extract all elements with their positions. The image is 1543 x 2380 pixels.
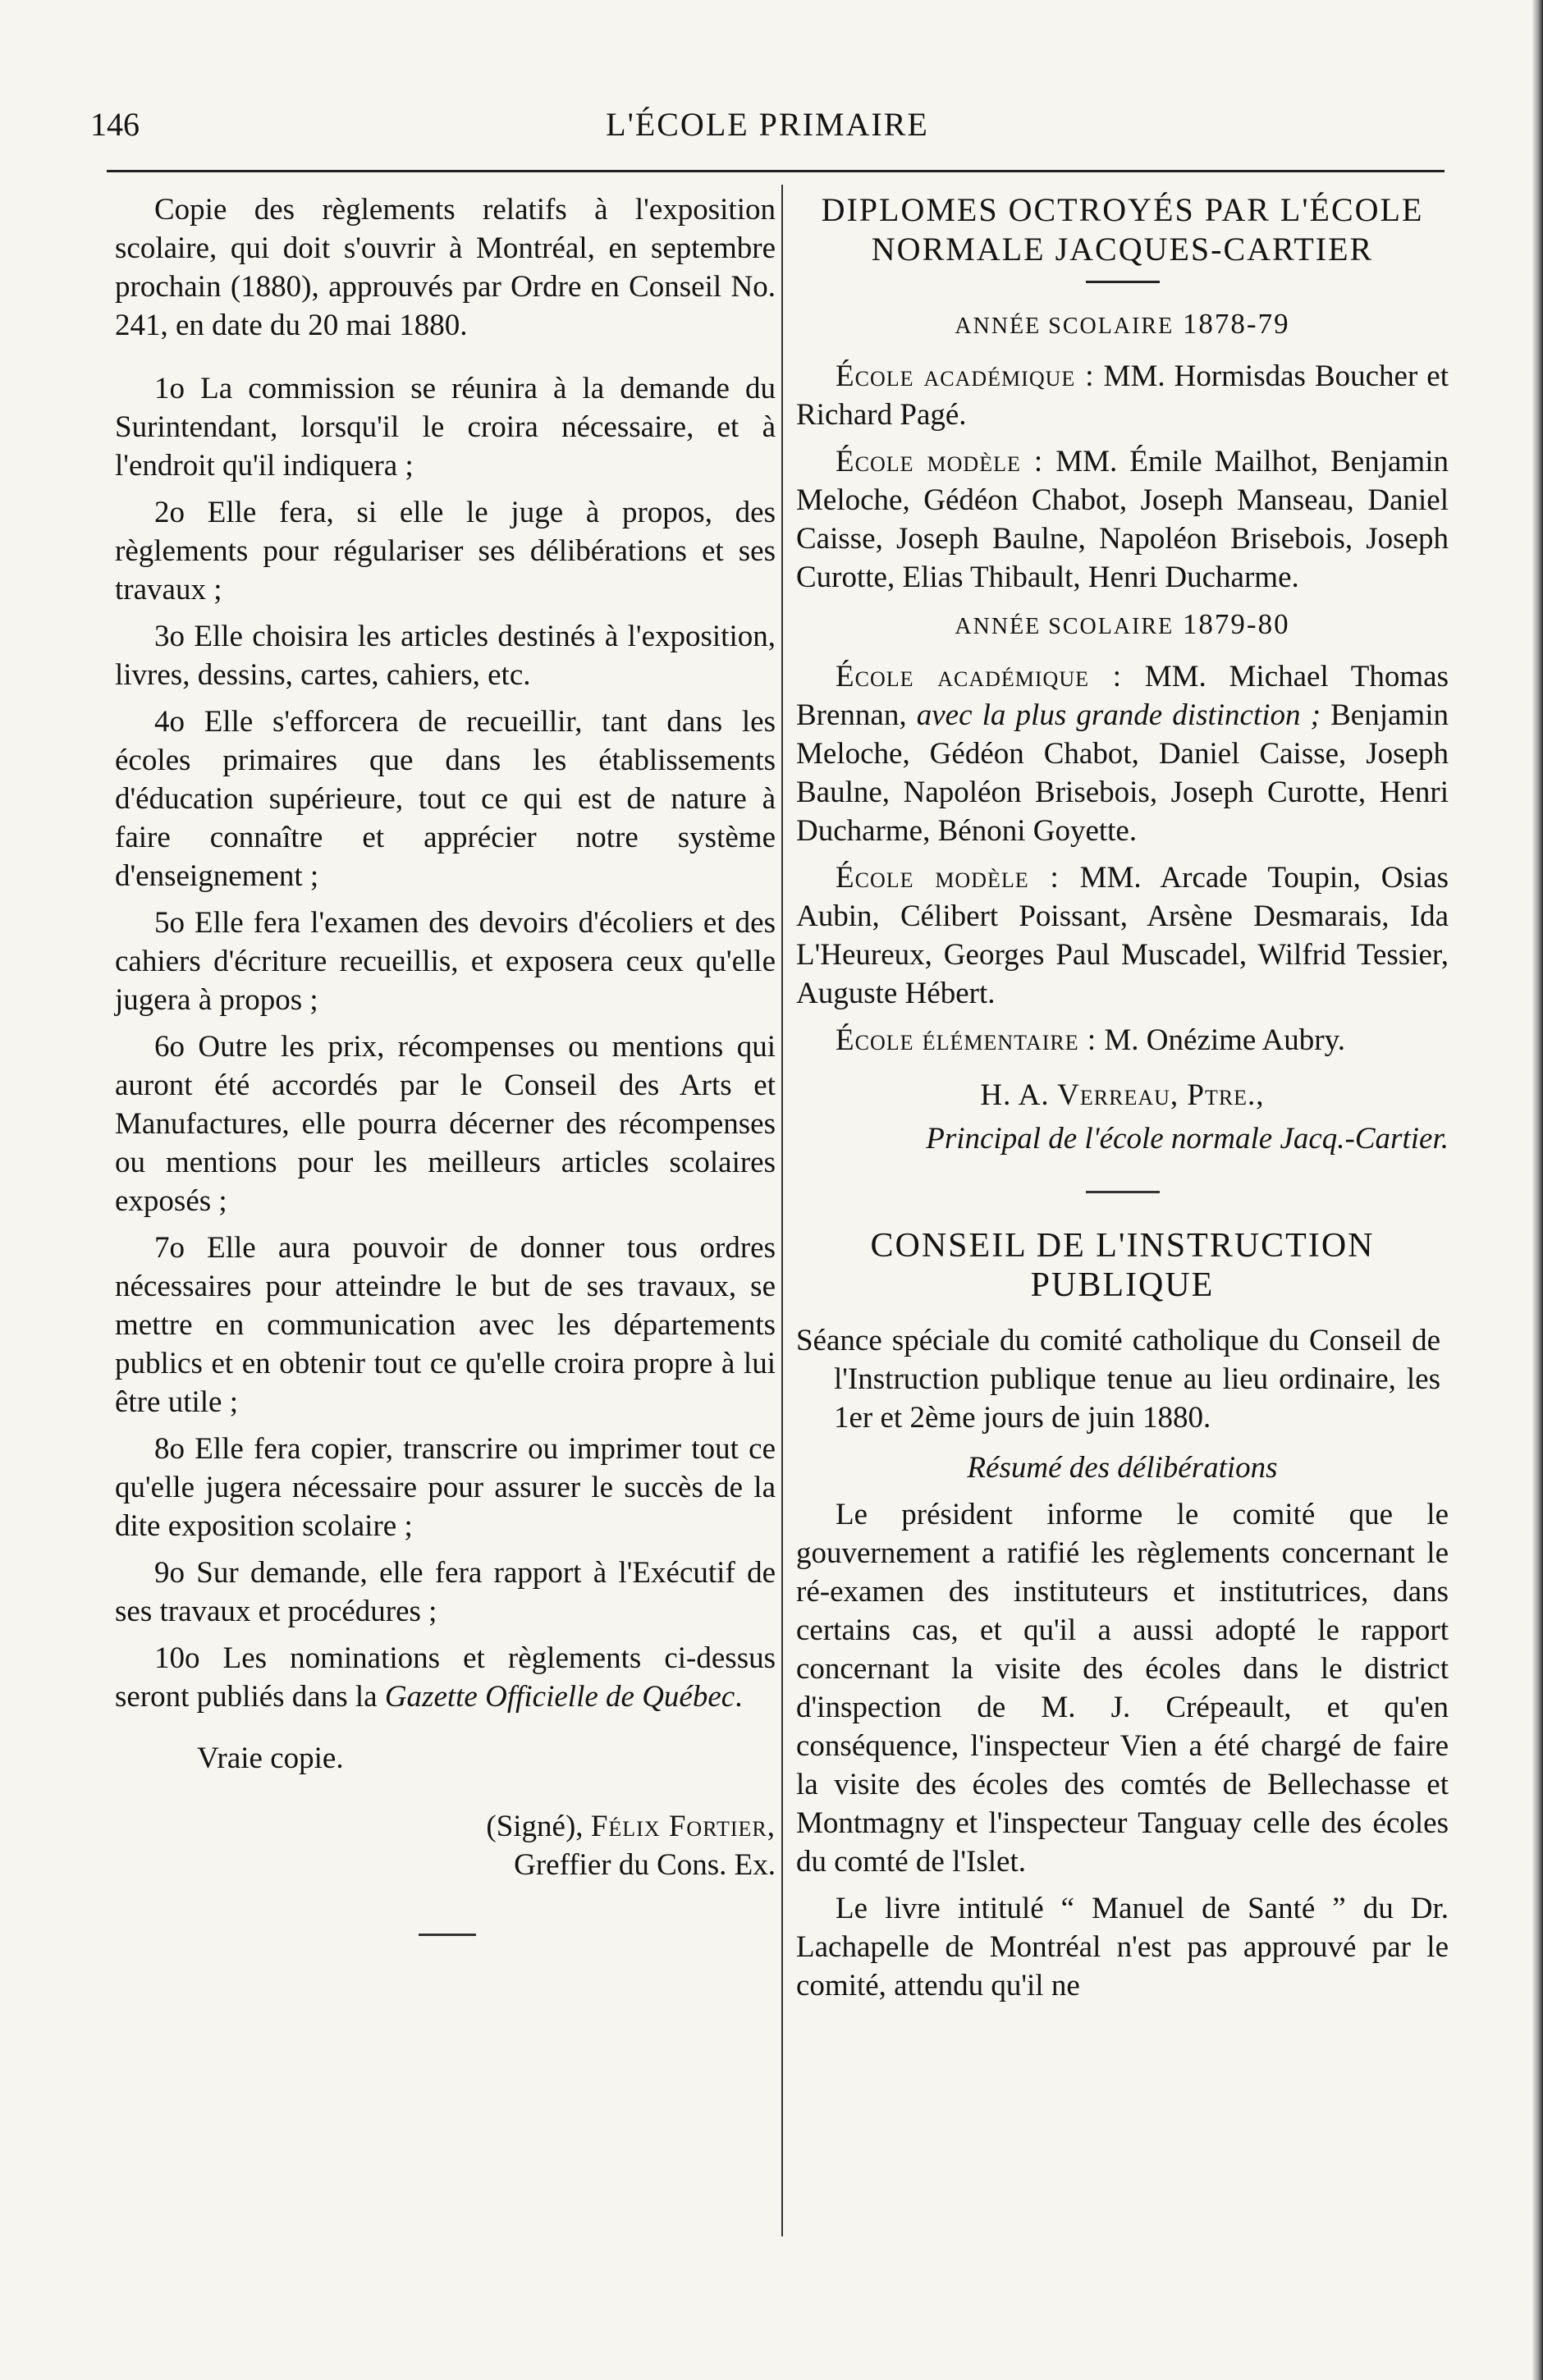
- council-heading: CONSEIL DE L'INSTRUCTION PUBLIQUE: [870, 1227, 1375, 1304]
- principal-signature: H. A. Verreau, Ptre.,: [980, 1078, 1265, 1112]
- vraie-copie: Vraie copie.: [197, 1742, 344, 1775]
- regulation-item: 9o Sur demande, elle fera rapport à l'Exécutif de ses travaux et procédures ;: [115, 1556, 776, 1628]
- heading-rule: [1086, 281, 1160, 283]
- item10-text: 10o Les nominations et règlements ci-dessus seront publiés dans la: [115, 1641, 776, 1714]
- regulation-item: 5o Elle fera l'examen des devoirs d'écoliers et des cahiers d'écriture recueillis, et exposera ceux qu'elle jugera à propos ;: [115, 906, 776, 1017]
- distinction-note: avec la plus grande distinction ;: [916, 698, 1321, 732]
- school-type-label: École académique :: [836, 359, 1095, 393]
- year-value: 1879-80: [1182, 608, 1290, 640]
- item10-end: .: [735, 1680, 743, 1714]
- regulation-item: 6o Outre les prix, récompenses ou mentions qui auront été accordés par le Conseil des Arts et Manufactures, elle pourra décerner des récompenses ou mentions pour les meilleurs articles scolaires exposés ;: [115, 1030, 776, 1218]
- school-type-label: École élémentaire :: [836, 1023, 1097, 1057]
- principal-title: Principal de l'école normale Jacq.-Cartier.: [926, 1122, 1449, 1156]
- regulation-item: 3o Elle choisira les articles destinés à l'exposition, livres, dessins, cartes, cahiers, etc.: [115, 620, 776, 692]
- recipient-names: MM. Michael Thomas Brennan,: [796, 660, 1449, 732]
- signed-line: [115, 1807, 776, 1846]
- diploma-entry: [796, 357, 1449, 434]
- page-number: 146: [90, 106, 140, 143]
- gazette-title: Gazette Officielle de Québec: [384, 1680, 735, 1714]
- recipient-names: MM. Arcade Toupin, Osias Aubin, Célibert Poissant, Arsène Desmarais, Ida L'Heureux, Georges Paul Muscadel, Wilfrid Tessier, Auguste Hébert.: [796, 861, 1449, 1010]
- diploma-entry: [796, 858, 1449, 1013]
- diploma-entry: [796, 442, 1449, 597]
- regulation-item-10: [115, 1639, 776, 1716]
- school-type-label: École modèle :: [836, 445, 1044, 478]
- page-edge-shadow: [1532, 0, 1543, 2380]
- recipient-names: MM. Hormisdas Boucher et Richard Pagé.: [796, 359, 1449, 432]
- regulation-item: 4o Elle s'efforcera de recueillir, tant dans les écoles primaires que dans les établissements d'éducation supérieure, tout ce qui est de nature à faire connaître et apprécier notre système d'enseignement ;: [115, 705, 776, 893]
- diploma-entry: [796, 657, 1449, 850]
- year-label: ANNÉE SCOLAIRE: [955, 614, 1174, 639]
- right-column: [796, 190, 1449, 2013]
- column-divider: [781, 185, 783, 2236]
- deliberation-paragraph: Le président informe le comité que le gouvernement a ratifié les règlements concernant le ré-examen des instituteurs et institutrices, dans certains cas, et qu'il a aussi adopté le rapport concernant la visite des écoles dans le district d'inspection de M. J. Crépeault, et qu'en conséquence, l'inspecteur Vien a été chargé de faire la visite des écoles des comtés de Bellechasse et Montmagny et l'inspecteur Tanguay celle des écoles du comté de l'Islet.: [796, 1498, 1449, 1879]
- session-description: Séance spéciale du comité catholique du Conseil de l'Instruction publique tenue au lieu ordinaire, les 1er et 2ème jours de juin 1880.: [796, 1324, 1440, 1435]
- diplomas-heading: DIPLOMES OCTROYÉS PAR L'ÉCOLE NORMALE JACQUES-CARTIER: [821, 191, 1424, 268]
- page-header: [90, 105, 1445, 154]
- recipient-names: Benjamin Meloche, Gédéon Chabot, Daniel Caisse, Joseph Baulne, Napoléon Brisebois, Joseph Curotte, Henri Ducharme, Bénoni Goyette.: [796, 698, 1449, 848]
- deliberation-paragraph: Le livre intitulé “ Manuel de Santé ” du Dr. Lachapelle de Montréal n'est pas approuvé par le comité, attendu qu'il ne: [796, 1892, 1449, 2002]
- regulation-item: 7o Elle aura pouvoir de donner tous ordres nécessaires pour atteindre le but de ses travaux, se mettre en communication avec les départements publics et en obtenir tout ce qu'elle croira propre à lui être utile ;: [115, 1231, 776, 1419]
- left-column: [115, 190, 776, 1936]
- regulation-item: 1o La commission se réunira à la demande du Surintendant, lorsqu'il le croira nécessaire, et à l'endroit qu'il indiquera ;: [115, 372, 776, 483]
- year-heading-2: [796, 605, 1449, 646]
- diploma-entry: [796, 1021, 1449, 1060]
- school-type-label: École modèle :: [836, 861, 1060, 895]
- section-separator: [1086, 1191, 1160, 1193]
- section-separator: [419, 1934, 476, 1936]
- resume-heading: Résumé des délibérations: [967, 1451, 1278, 1485]
- signatory-name: Félix Fortier,: [590, 1810, 776, 1843]
- regulations-intro: Copie des règlements relatifs à l'exposition scolaire, qui doit s'ouvrir à Montréal, en septembre prochain (1880), approuvés par Ordre en Conseil No. 241, en date du 20 mai 1880.: [115, 193, 776, 342]
- year-heading-1: [796, 304, 1449, 346]
- regulation-item: 8o Elle fera copier, transcrire ou imprimer tout ce qu'elle jugera nécessaire pour assurer le succès de la dite exposition scolaire ;: [115, 1432, 776, 1543]
- year-value: 1878-79: [1182, 308, 1290, 340]
- recipient-names: MM. Émile Mailhot, Benjamin Meloche, Gédéon Chabot, Joseph Manseau, Daniel Caisse, Joseph Baulne, Napoléon Brisebois, Joseph Curotte, Elias Thibault, Henri Ducharme.: [796, 445, 1449, 594]
- school-type-label: École académique :: [836, 660, 1122, 693]
- running-title: L'ÉCOLE PRIMAIRE: [606, 106, 929, 143]
- signatory-title: Greffier du Cons. Ex.: [514, 1848, 776, 1882]
- year-label: ANNÉE SCOLAIRE: [955, 314, 1174, 339]
- signed-prefix: (Signé),: [486, 1810, 591, 1843]
- regulation-item: 2o Elle fera, si elle le juge à propos, des règlements pour régulariser ses délibérations et ses travaux ;: [115, 496, 776, 606]
- recipient-names: M. Onézime Aubry.: [1097, 1023, 1345, 1057]
- header-rule: [107, 170, 1445, 172]
